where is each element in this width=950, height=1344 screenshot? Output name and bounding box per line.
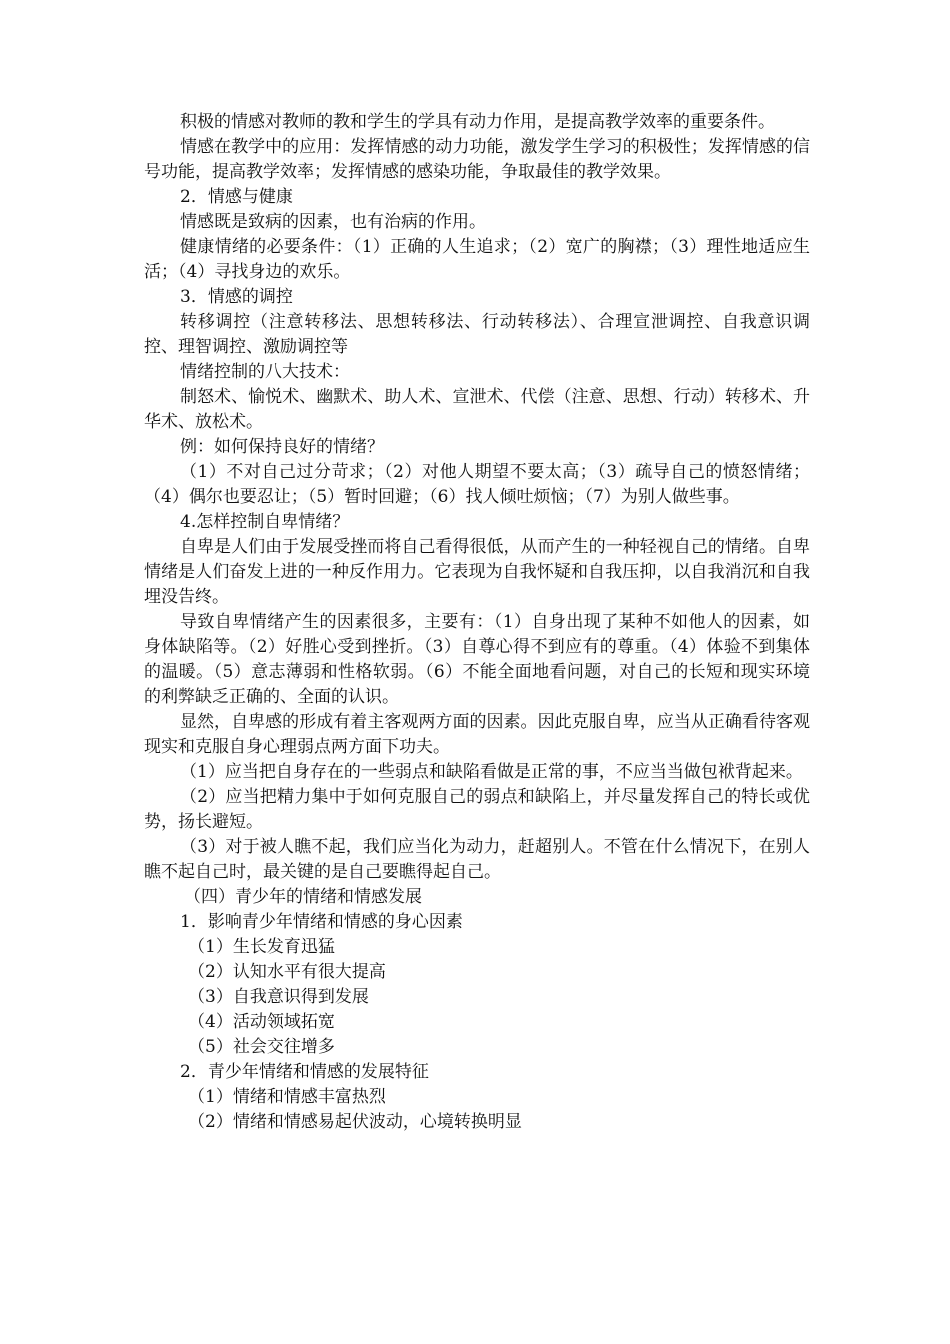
list-item-self-awareness: （3）自我意识得到发展 <box>188 987 369 1007</box>
paragraph-emotion-teaching-role: 积极的情感对教师的教和学生的学具有动力作用，是提高教学效率的重要条件。 <box>180 112 775 132</box>
paragraph-eight-techniques-list: 制怒术、愉悦术、幽默术、助人术、宣泄术、代偿（注意、思想、行动）转移术、升华术、放松术。 <box>144 387 810 432</box>
paragraph-advice-1: （1）应当把自身存在的一些弱点和缺陷看做是正常的事，不应当当做包袱背起来。 <box>180 762 803 782</box>
paragraph-eight-techniques-title: 情绪控制的八大技术： <box>180 362 350 382</box>
paragraph-inferiority-definition: 自卑是人们由于发展受挫而将自己看得很低，从而产生的一种轻视自己的情绪。自卑情绪是人们奋发上进的一种反作用力。它表现为自我怀疑和自我压抑，以自我消沉和自我埋没告终。 <box>144 537 810 607</box>
list-item-activity-field: （4）活动领域拓宽 <box>188 1012 335 1032</box>
list-item-social-contact: （5）社会交往增多 <box>188 1037 335 1057</box>
heading-influencing-factors: 1．影响青少年情绪和情感的身心因素 <box>180 912 463 932</box>
heading-emotion-health: 2．情感与健康 <box>180 187 293 207</box>
paragraph-regulation-methods: 转移调控（注意转移法、思想转移法、行动转移法）、合理宣泄调控、自我意识调控、理智调控、激励调控等 <box>144 312 810 357</box>
paragraph-healthy-emotion-conditions: 健康情绪的必要条件：（1）正确的人生追求；（2）宽广的胸襟；（3）理性地适应生活；（4）寻找身边的欢乐。 <box>144 237 810 282</box>
paragraph-advice-3: （3）对于被人瞧不起，我们应当化为动力，赶超别人。不管在什么情况下，在别人瞧不起自己时，最关键的是自己要瞧得起自己。 <box>144 837 810 882</box>
paragraph-example-question: 例：如何保持良好的情绪？ <box>180 437 384 457</box>
paragraph-example-answers: （1）不对自己过分苛求；（2）对他人期望不要太高；（3）疏导自己的愤怒情绪；（4）偶尔也要忍让；（5）暂时回避；（6）找人倾吐烦恼；（7）为别人做些事。 <box>144 462 810 507</box>
list-item-rich-emotion: （1）情绪和情感丰富热烈 <box>188 1087 386 1107</box>
paragraph-advice-2: （2）应当把精力集中于如何克服自己的弱点和缺陷上，并尽量发挥自己的特长或优势，扬长避短。 <box>144 787 810 832</box>
paragraph-inferiority-causes: 导致自卑情绪产生的因素很多，主要有：（1）自身出现了某种不如他人的因素，如身体缺陷等。（2）好胜心受到挫折。（3）自尊心得不到应有的尊重。（4）体验不到集体的温暖。（5）意志薄弱和性格软弱。（6）不能全面地看问题，对自己的长短和现实环境的利弊缺乏正确的、全面的认识。 <box>144 612 810 707</box>
list-item-growth: （1）生长发育迅猛 <box>188 937 335 957</box>
list-item-volatile-emotion: （2）情绪和情感易起伏波动，心境转换明显 <box>188 1112 522 1132</box>
paragraph-emotion-teaching-application: 情感在教学中的应用：发挥情感的动力功能，激发学生学习的积极性；发挥情感的信号功能，提高教学效率；发挥情感的感染功能，争取最佳的教学效果。 <box>144 137 810 182</box>
document-body <box>144 110 810 1135</box>
list-item-cognition: （2）认知水平有很大提高 <box>188 962 386 982</box>
heading-inferiority-control: 4.怎样控制自卑情绪？ <box>180 512 350 532</box>
heading-development-features: 2．青少年情绪和情感的发展特征 <box>180 1062 429 1082</box>
heading-adolescent-emotion-development: （四）青少年的情绪和情感发展 <box>184 887 422 907</box>
paragraph-overcome-inferiority: 显然，自卑感的形成有着主客观两方面的因素。因此克服自卑，应当从正确看待客观现实和克服自身心理弱点两方面下功夫。 <box>144 712 810 757</box>
paragraph-emotion-illness: 情感既是致病的因素，也有治病的作用。 <box>180 212 486 232</box>
heading-emotion-regulation: 3．情感的调控 <box>180 287 293 307</box>
